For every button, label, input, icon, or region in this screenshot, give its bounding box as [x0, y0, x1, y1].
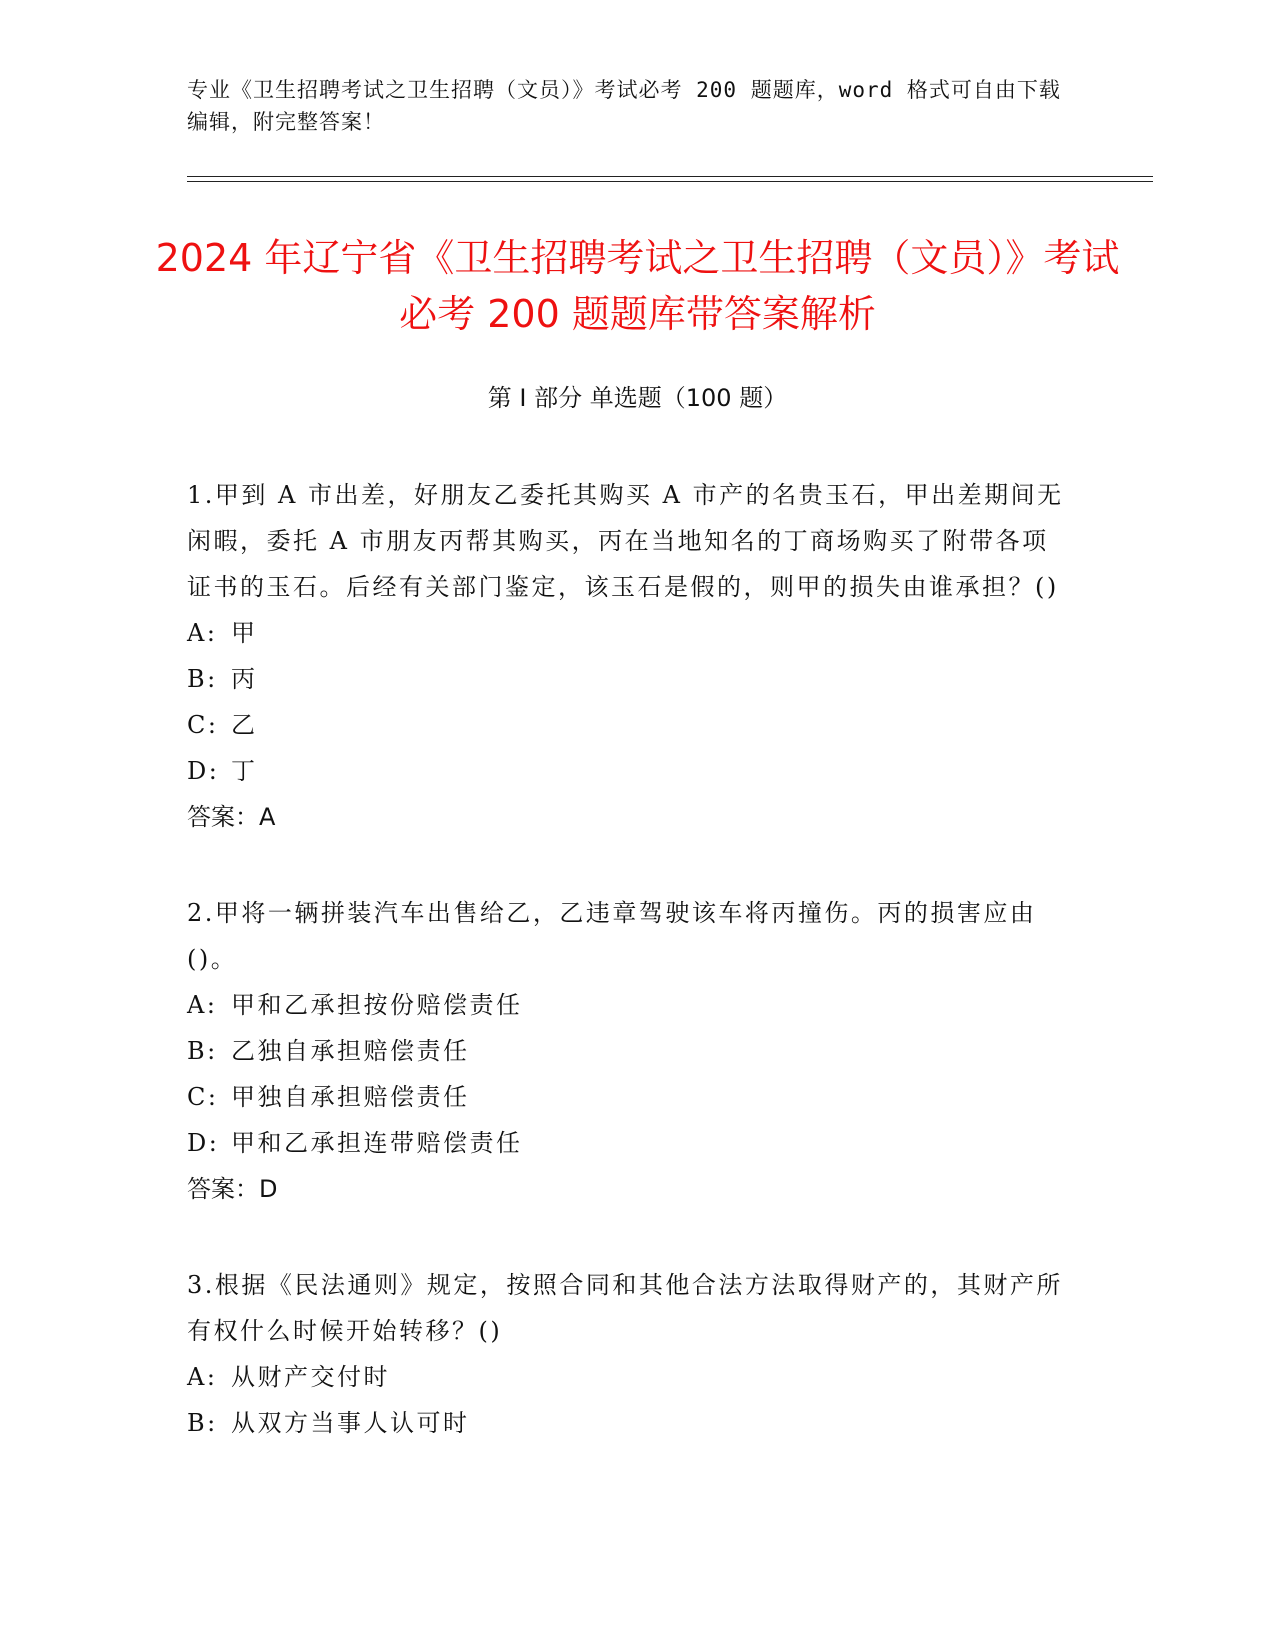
option-text: 丙	[231, 665, 258, 693]
option-b	[187, 656, 1067, 702]
option-a	[187, 982, 1067, 1028]
option-text: 乙独自承担赔偿责任	[231, 1037, 470, 1065]
header-note: 专业《卫生招聘考试之卫生招聘（文员）》考试必考 200 题题库，word 格式可自由下载编辑，附完整答案！	[187, 78, 1061, 134]
document-title: 2024 年辽宁省《卫生招聘考试之卫生招聘（文员）》考试必考 200 题题库带答案解析	[155, 236, 1120, 336]
option-letter: B:	[187, 1409, 218, 1437]
option-a	[187, 610, 1067, 656]
option-text: 甲和乙承担连带赔偿责任	[231, 1129, 523, 1157]
option-letter: C:	[187, 1083, 219, 1111]
option-letter: B:	[187, 1037, 218, 1065]
question-text: 1.甲到 A 市出差，好朋友乙委托其购买 A 市产的名贵玉石，甲出差期间无闲暇，委托 A 市朋友丙帮其购买，丙在当地知名的丁商场购买了附带各项证书的玉石。后经有关部门鉴定，该玉石是假的，则甲的损失由谁承担？()	[187, 481, 1064, 601]
option-b	[187, 1028, 1067, 1074]
option-d	[187, 748, 1067, 794]
question-2	[187, 890, 1067, 1212]
option-letter: A:	[187, 991, 218, 1019]
option-letter: D:	[187, 757, 220, 785]
question-3	[187, 1262, 1067, 1446]
option-text: 从双方当事人认可时	[231, 1409, 470, 1437]
option-letter: A:	[187, 619, 218, 647]
question-text: 3.根据《民法通则》规定，按照合同和其他合法方法取得财产的，其财产所有权什么时候开始转移？()	[187, 1271, 1063, 1345]
option-c	[187, 702, 1067, 748]
option-text: 从财产交付时	[231, 1363, 390, 1391]
option-text: 甲和乙承担按份赔偿责任	[231, 991, 523, 1019]
option-d	[187, 1120, 1067, 1166]
option-text: 丁	[231, 757, 258, 785]
section-title: 第 I 部分 单选题（100 题）	[487, 384, 788, 412]
header-divider-bottom	[187, 181, 1153, 182]
option-text: 甲独自承担赔偿责任	[231, 1083, 470, 1111]
option-letter: B:	[187, 665, 218, 693]
option-a	[187, 1354, 1067, 1400]
question-text: 2.甲将一辆拼装汽车出售给乙，乙违章驾驶该车将丙撞伤。丙的损害应由()。	[187, 899, 1037, 973]
question-1	[187, 472, 1067, 840]
answer-line: 答案：A	[187, 803, 276, 831]
question-list	[187, 472, 1067, 1496]
option-letter: D:	[187, 1129, 220, 1157]
option-letter: C:	[187, 711, 219, 739]
option-text: 乙	[231, 711, 258, 739]
answer-line: 答案：D	[187, 1175, 278, 1203]
option-c	[187, 1074, 1067, 1120]
header-divider-top	[187, 176, 1153, 177]
option-b	[187, 1400, 1067, 1446]
option-letter: A:	[187, 1363, 218, 1391]
option-text: 甲	[231, 619, 258, 647]
